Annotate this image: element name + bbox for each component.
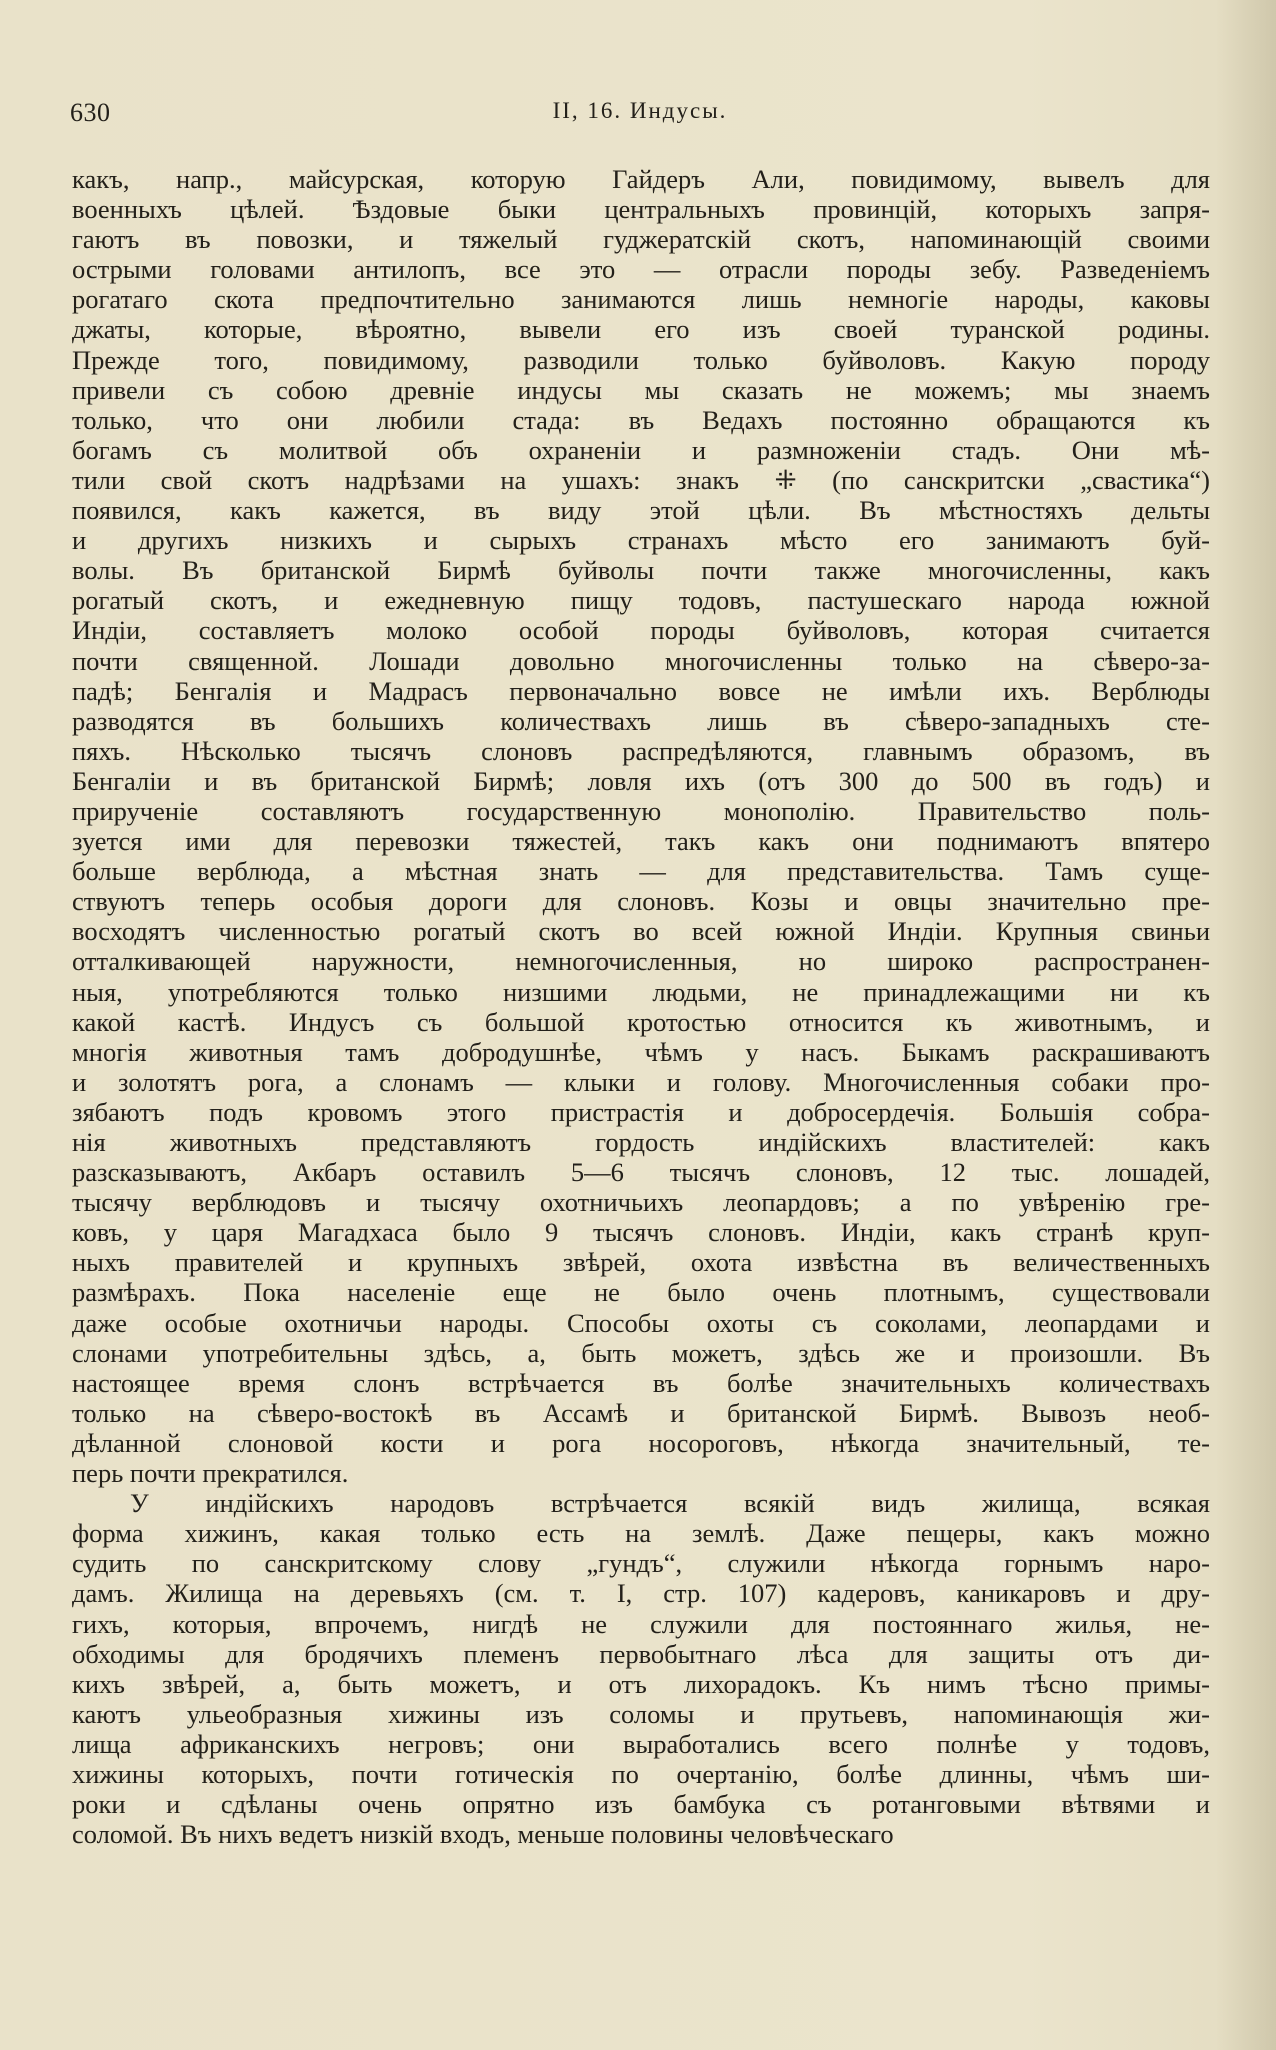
text-line: хижины которыхъ, почти готическія по очертанію, болѣе длинны, чѣмъ ши- (72, 1758, 1210, 1789)
text-line: даже особые охотничьи народы. Способы охоты съ соколами, леопардами и (72, 1307, 1210, 1338)
text-line: гихъ, которыя, впрочемъ, нигдѣ не служили для постояннаго жилья, не- (72, 1608, 1210, 1639)
text-line: почти священной. Лошади довольно многочисленны только на сѣверо-за- (72, 645, 1210, 676)
text-line: появился, какъ кажется, въ виду этой цѣли. Въ мѣстностяхъ дельты (72, 495, 1210, 526)
text-line: ковъ, у царя Магадхаса было 9 тысячъ слоновъ. Индіи, какъ странѣ круп- (72, 1217, 1210, 1248)
text-line: нія животныхъ представляютъ гордость индійскихъ властителей: какъ (72, 1127, 1210, 1157)
text-line: прирученіе составляютъ государственную монополію. Правительство поль- (72, 795, 1210, 826)
text-line: какъ, напр., майсурская, которую Гайдеръ Али, повидимому, вывелъ для (72, 164, 1210, 194)
text-line: пяхъ. Нѣсколько тысячъ слоновъ распредѣляются, главнымъ образомъ, въ (72, 735, 1210, 766)
text-line: разсказываютъ, Акбаръ оставилъ 5—6 тысячъ слоновъ, 12 тыс. лошадей, (72, 1157, 1210, 1188)
text-line: форма хижинъ, какая только есть на землѣ. Даже пещеры, какъ можно (72, 1518, 1210, 1549)
text-line: Индіи, составляетъ молоко особой породы буйволовъ, которая считается (72, 615, 1210, 646)
text-line: волы. Въ британской Бирмѣ буйволы почти также многочисленны, какъ (72, 555, 1210, 586)
text-line: тили свой скотъ надрѣзами на ушахъ: знакъ ⁜ (по санскритски „свастика“) (72, 464, 1210, 495)
text-line: обходимы для бродячихъ племенъ первобытнаго лѣса для защиты отъ ди- (72, 1638, 1210, 1669)
text-line: дѣланной слоновой кости и рога носороговъ, нѣкогда значительный, те- (72, 1427, 1210, 1458)
paragraph (72, 164, 1210, 1488)
text-line: разводятся въ большихъ количествахъ лишь въ сѣверо-западныхъ сте- (72, 705, 1210, 736)
text-line: острыми головами антилопъ, все это — отрасли породы зебу. Разведеніемъ (72, 254, 1210, 285)
text-line: дамъ. Жилища на деревьяхъ (см. т. I, стр. 107) кадеровъ, каникаровъ и дру- (72, 1578, 1210, 1609)
text-line: перь почти прекратился. (72, 1458, 349, 1489)
text-line: привели съ собою древніе индусы мы сказать не можемъ; мы знаемъ (72, 374, 1210, 405)
text-line: только, что они любили стада: въ Ведахъ постоянно обращаются къ (72, 404, 1210, 435)
text-line: какой кастѣ. Индусъ съ большой кротостью относится къ животнымъ, и (72, 1006, 1210, 1037)
text-line: и золотятъ рога, а слонамъ — клыки и голову. Многочисленныя собаки про- (72, 1066, 1210, 1097)
text-line: ныхъ правителей и крупныхъ звѣрей, охота извѣстна въ величественныхъ (72, 1247, 1210, 1278)
page-number: 630 (70, 98, 111, 127)
text-line: богамъ съ молитвой объ охраненіи и размноженіи стадъ. Они мѣ- (72, 434, 1210, 465)
text-line: соломой. Въ нихъ ведетъ низкій входъ, меньше половины человѣческаго (72, 1819, 894, 1850)
text-line: тысячу верблюдовъ и тысячу охотничьихъ леопардовъ; а по увѣренію гре- (72, 1187, 1210, 1218)
text-line: больше верблюда, а мѣстная знать — для представительства. Тамъ суще- (72, 856, 1210, 887)
text-line: падѣ; Бенгалія и Мадрасъ первоначально вовсе не имѣли ихъ. Верблюды (72, 675, 1210, 706)
page-edge-shadow (1216, 0, 1276, 2050)
text-line: лища африканскихъ негровъ; они выработались всего полнѣе у тодовъ, (72, 1728, 1210, 1759)
section-title: II, 16. Индусы. (552, 98, 728, 123)
text-line: зябаютъ подъ кровомъ этого пристрастія и добросердечія. Большія собра- (72, 1096, 1210, 1127)
text-line: ствуютъ теперь особыя дороги для слоновъ. Козы и овцы значительно пре- (72, 886, 1210, 917)
text-line: джаты, которые, вѣроятно, вывели его изъ своей туранской родины. (72, 314, 1210, 345)
text-line: только на сѣверо-востокѣ въ Ассамѣ и британской Бирмѣ. Вывозъ необ- (72, 1397, 1210, 1428)
text-line: У индійскихъ народовъ встрѣчается всякій видъ жилища, всякая (130, 1488, 1210, 1519)
text-line: ныя, употребляются только низшими людьми, не принадлежащими ни къ (72, 976, 1210, 1007)
text-line: судить по санскритскому слову „гундъ“, служили нѣкогда горнымъ наро- (72, 1548, 1210, 1579)
text-line: Прежде того, повидимому, разводили только буйволовъ. Какую породу (72, 344, 1210, 375)
text-line: военныхъ цѣлей. Ѣздовые быки центральныхъ провинцій, которыхъ запря- (72, 194, 1210, 225)
text-line: слонами употребительны здѣсь, а, быть можетъ, здѣсь же и произошли. Въ (72, 1337, 1210, 1368)
text-line: гаютъ въ повозки, и тяжелый гуджератскій скотъ, напоминающій своими (72, 224, 1210, 255)
text-line: восходятъ численностью рогатый скотъ во всей южной Индіи. Крупныя свиньи (72, 916, 1210, 947)
text-line: роки и сдѣланы очень опрятно изъ бамбука съ ротанговыми вѣтвями и (72, 1789, 1210, 1820)
text-line: отталкивающей наружности, немногочисленныя, но широко распространен- (72, 946, 1210, 977)
text-line: размѣрахъ. Пока населеніе еще не было очень плотнымъ, существовали (72, 1277, 1210, 1308)
text-line: кихъ звѣрей, а, быть можетъ, и отъ лихорадокъ. Къ нимъ тѣсно примы- (72, 1668, 1210, 1699)
paragraph (72, 1488, 1210, 1849)
text-line: каютъ ульеобразныя хижины изъ соломы и прутьевъ, напоминающія жи- (72, 1698, 1210, 1729)
running-head (70, 98, 1210, 132)
text-line: настоящее время слонъ встрѣчается въ болѣе значительныхъ количествахъ (72, 1367, 1210, 1398)
body-text (72, 164, 1210, 1849)
text-line: Бенгаліи и въ британской Бирмѣ; ловля ихъ (отъ 300 до 500 въ годъ) и (72, 765, 1210, 796)
text-line: рогатаго скота предпочтительно занимаются лишь немногіе народы, каковы (72, 284, 1210, 315)
text-line: и другихъ низкихъ и сырыхъ странахъ мѣсто его занимаютъ буй- (72, 525, 1210, 556)
text-line: многія животныя тамъ добродушнѣе, чѣмъ у насъ. Быкамъ раскрашиваютъ (72, 1036, 1210, 1067)
text-line: зуется ими для перевозки тяжестей, такъ какъ они поднимаютъ впятеро (72, 826, 1210, 857)
text-line: рогатый скотъ, и ежедневную пищу тодовъ, пастушескаго народа южной (72, 585, 1210, 616)
